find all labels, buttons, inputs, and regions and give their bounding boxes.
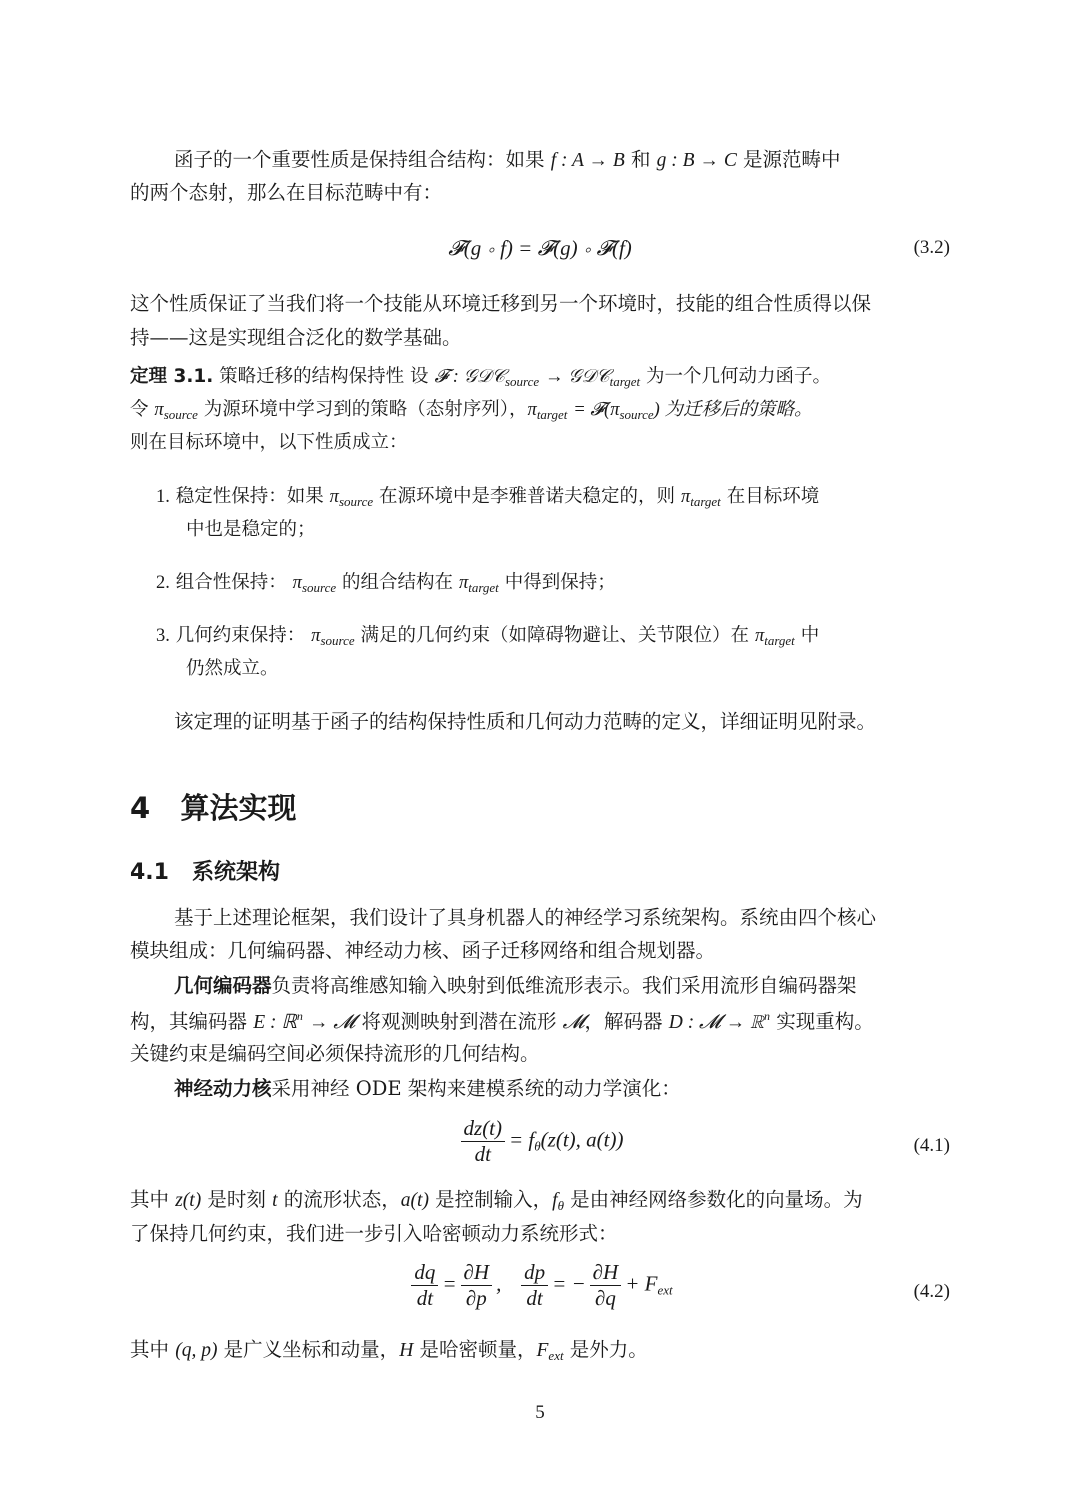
text: 的流形状态，: [283, 1188, 401, 1211]
subscript: θ: [557, 1198, 564, 1213]
subscript: target: [609, 374, 641, 389]
fraction: [411, 1262, 438, 1309]
text: 的组合结构在: [342, 572, 454, 593]
text: 设: [410, 366, 429, 387]
text: 是源范畴中: [743, 148, 841, 171]
equation-body: $\frac{dq}{dt}$ = $\frac{\partial H}{\partial p}$ , $\frac{dp}{dt}$ = − $\frac{\partial H}{\partial q}$ + $F_{ext}$: [130, 1262, 950, 1309]
list-number: 3.: [156, 626, 170, 646]
text: 函子的一个重要性质是保持组合结构：如果: [174, 148, 545, 171]
subscript: source: [163, 407, 198, 422]
theorem-label: 定理 3.1.: [130, 366, 214, 387]
list-item: [156, 488, 819, 508]
text-line: 基于上述理论框架，我们设计了具身机器人的神经学习系统架构。系统由四个核心: [174, 906, 877, 929]
subscript: ext: [548, 1348, 564, 1363]
text: 中: [800, 625, 820, 646]
text: 在源环境中是李雅普诺夫稳定的，则: [379, 486, 676, 507]
text-line: [130, 401, 812, 421]
list-item: [156, 627, 819, 647]
text: 为源环境中学习到的策略（态射序列），: [203, 399, 528, 420]
equation-number: (3.2): [913, 237, 950, 258]
text-line: 该定理的证明基于函子的结构保持性质和几何动力范畴的定义，详细证明见附录。: [174, 710, 877, 733]
text: 将观测映射到潜在流形: [361, 1010, 557, 1033]
text: 是广义坐标和动量，: [223, 1338, 400, 1361]
text-line: 持——这是实现组合泛化的数学基础。: [130, 326, 462, 349]
subsection-title: 系统架构: [191, 860, 280, 885]
math-inline: + F: [625, 1271, 658, 1296]
math-inline: π: [458, 573, 469, 593]
numerator: ∂H: [590, 1262, 622, 1286]
math-inline: E : ℝ: [253, 1012, 297, 1033]
denominator: dt: [526, 1286, 543, 1310]
equation-number: (4.2): [913, 1281, 950, 1302]
list-item-continuation: 中也是稳定的；: [186, 519, 316, 540]
math-inline: f: [552, 1190, 558, 1211]
math-inline: D : 𝓜 → ℝ: [668, 1012, 764, 1033]
subsection-number: 4.1: [130, 860, 169, 885]
math-inline: π: [680, 487, 691, 507]
subscript: source: [338, 494, 374, 509]
math-inline: π: [329, 487, 339, 507]
text-line: 的两个态射，那么在目标范畴中有：: [130, 181, 443, 204]
superscript: n: [763, 1009, 770, 1023]
list-number: 2.: [156, 573, 170, 593]
denominator: dt: [416, 1286, 434, 1310]
equation-3-2: [130, 238, 950, 278]
text: 其中: [130, 1188, 170, 1211]
list-item: [156, 574, 616, 594]
denominator: dt: [474, 1142, 491, 1166]
text: 和: [630, 148, 651, 171]
denominator: ∂p: [465, 1286, 487, 1310]
text-line: [174, 1079, 681, 1099]
numerator: dz(t): [461, 1118, 506, 1142]
math-inline: H: [399, 1340, 414, 1361]
text-line: 则在目标环境中，以下性质成立：: [130, 432, 408, 453]
subscript: source: [504, 374, 540, 389]
text-line: [130, 1340, 648, 1362]
math-inline: F: [536, 1340, 549, 1361]
text: 是由神经网络参数化的向量场。为: [570, 1188, 863, 1211]
text-line: [174, 976, 857, 996]
text-line: 模块组成：几何编码器、神经动力核、函子迁移网络和组合规划器。: [130, 939, 716, 962]
text: 负责将高维感知输入映射到低维流形表示。我们采用流形自编码器架: [271, 974, 857, 997]
subscript: source: [320, 633, 355, 648]
text: ) 为迁移后的策略。: [653, 400, 813, 420]
math-inline: t: [272, 1190, 278, 1211]
numerator: dp: [521, 1262, 548, 1286]
subscript: θ: [534, 1138, 541, 1154]
math-inline: a(t): [400, 1190, 429, 1211]
equation-number: (4.1): [913, 1135, 950, 1156]
math-inline: g : B → C: [656, 150, 737, 171]
text: 稳定性保持：如果: [175, 486, 324, 507]
text: 令: [130, 399, 149, 420]
fraction: [461, 1262, 493, 1309]
text: 满足的几何约束（如障碍物避让、关节限位）在: [360, 625, 750, 646]
text: 组合性保持：: [175, 572, 287, 593]
equation-4-2: [130, 1260, 950, 1324]
text: 采用神经 ODE 架构来建模系统的动力学演化：: [271, 1077, 681, 1100]
list-item-continuation: 仍然成立。: [186, 658, 279, 679]
math-inline: → 𝒢𝒟𝒞: [545, 367, 610, 387]
text: ，解码器: [584, 1010, 663, 1033]
equation-body: 𝓕(g ∘ f) = 𝓕(g) ∘ 𝓕(f): [448, 236, 632, 260]
section-number: 4: [130, 791, 151, 825]
page-number: 5: [535, 1402, 545, 1423]
text: 是哈密顿量，: [419, 1338, 537, 1361]
numerator: ∂H: [461, 1262, 493, 1286]
math-inline: = 𝓕(π: [573, 400, 620, 420]
math-inline: z(t): [175, 1190, 202, 1211]
superscript: n: [296, 1009, 303, 1023]
bold-term: 神经动力核: [174, 1077, 272, 1100]
math-inline: π: [154, 400, 164, 420]
math-inline: π: [311, 626, 321, 646]
math-inline: π: [754, 626, 765, 646]
denominator: ∂q: [595, 1286, 616, 1310]
text-line: [174, 150, 841, 171]
text: 几何约束保持：: [175, 625, 306, 646]
subscript: source: [619, 407, 654, 422]
section-title: 算法实现: [180, 791, 297, 825]
subscript: source: [301, 580, 337, 595]
text: 在目标环境: [726, 486, 820, 507]
fraction: [461, 1118, 506, 1165]
subscript: target: [536, 407, 568, 422]
equation-4-1: [130, 1116, 950, 1176]
text: 构，其编码器: [130, 1010, 248, 1033]
text-line: [130, 1190, 863, 1212]
text: 是时刻: [207, 1188, 266, 1211]
text-line: 了保持几何约束，我们进一步引入哈密顿动力系统形式：: [130, 1222, 618, 1245]
text: 其中: [130, 1338, 170, 1361]
math-inline: 𝓕 : 𝒢𝒟𝒞: [434, 367, 505, 387]
equation-body: [130, 1118, 950, 1165]
text-line: [130, 1010, 874, 1033]
math-inline: π: [527, 400, 537, 420]
math-inline: 𝓜: [562, 1012, 585, 1033]
math-inline: (z(t), a(t)): [540, 1127, 624, 1152]
text: 实现重构。: [776, 1010, 874, 1033]
numerator: dq: [411, 1262, 438, 1286]
text: 为一个几何动力函子。: [646, 366, 832, 387]
text: 是控制输入，: [435, 1188, 553, 1211]
bold-term: 几何编码器: [174, 974, 272, 997]
subscript: target: [690, 494, 721, 509]
math-inline: (q, p): [175, 1340, 218, 1361]
theorem-name: 策略迁移的结构保持性: [219, 366, 405, 387]
text-line: [130, 368, 831, 388]
text: 是外力。: [569, 1338, 648, 1361]
math-inline: π: [292, 573, 302, 593]
text-line: 这个性质保证了当我们将一个技能从环境迁移到另一个环境时，技能的组合性质得以保: [130, 292, 872, 315]
subscript: target: [468, 580, 499, 595]
fraction: [521, 1262, 548, 1309]
subscript: ext: [657, 1282, 673, 1298]
text: 中得到保持；: [504, 572, 616, 593]
math-inline: = f: [509, 1127, 535, 1152]
math-inline: f : A → B: [550, 150, 625, 171]
text-line: 关键约束是编码空间必须保持流形的几何结构。: [130, 1042, 540, 1065]
list-number: 1.: [156, 487, 170, 507]
section-heading: [130, 786, 297, 827]
subsection-heading: [130, 855, 280, 886]
fraction: [590, 1262, 622, 1309]
math-inline: → 𝓜: [309, 1012, 356, 1033]
subscript: target: [764, 633, 795, 648]
